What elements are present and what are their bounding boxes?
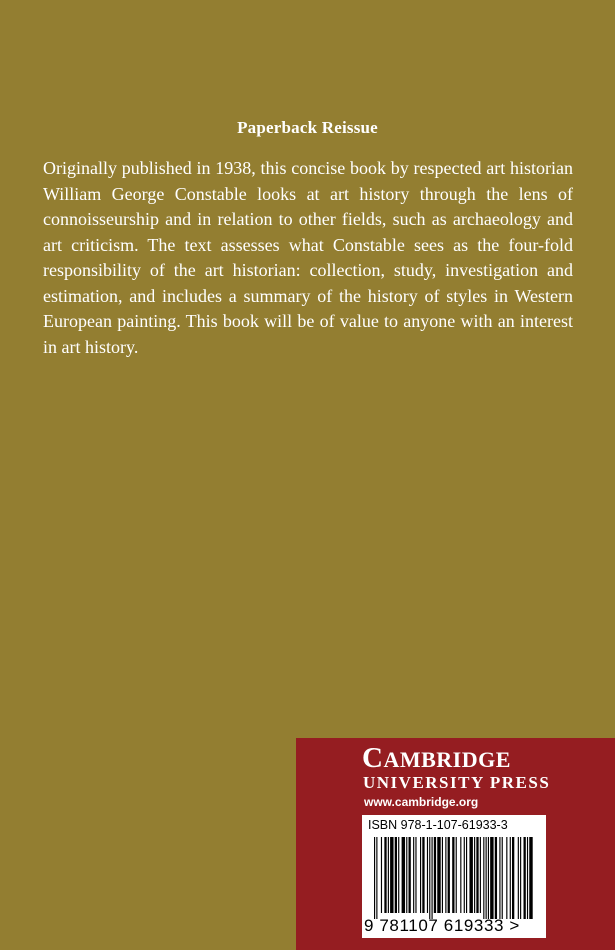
barcode-bar (460, 837, 461, 913)
book-description: Originally published in 1938, this concise book by respected art historian William George Constable looks at art history through the lens of connoisseurship and in relation to other fields, such as archaeology and art criticism. The text assesses what Constable sees as the four-fold responsibility of the art historian: collection, study, investigation and estimation, and includes a summary of the history of styles in Western European painting. This book will be of value to anyone with an interest in art history. (43, 158, 573, 357)
barcode-bar (474, 837, 475, 913)
barcode-bar (456, 837, 457, 913)
barcode-bar (524, 837, 526, 919)
publisher-logo-initial: C (362, 742, 384, 774)
barcode-bar (415, 837, 416, 913)
barcode-bar (395, 837, 397, 913)
barcode-digits: 9 781107 619333 > (364, 916, 520, 935)
barcode-box (362, 815, 546, 938)
barcode-icon (374, 837, 534, 919)
barcode-bar (413, 837, 414, 913)
barcode-bar (490, 837, 493, 919)
barcode-bar (480, 837, 481, 913)
barcode-bar (488, 837, 489, 919)
isbn-label: ISBN 978-1-107-61933-3 (368, 818, 508, 832)
barcode-bar (495, 837, 497, 919)
barcode-bar (381, 837, 382, 913)
barcode-bar (442, 837, 443, 913)
publisher-website: www.cambridge.org (364, 795, 479, 809)
section-heading: Paperback Reissue (237, 118, 378, 137)
publisher-logo-name (362, 744, 511, 773)
barcode-bar (527, 837, 528, 919)
barcode-bar (466, 837, 467, 913)
barcode-bar (420, 837, 421, 913)
barcode-bar (398, 837, 399, 913)
barcode-bar (406, 837, 407, 913)
barcode-bar (506, 837, 507, 919)
barcode-bar (429, 837, 430, 919)
barcode-bar (388, 837, 389, 913)
barcode-bar (390, 837, 393, 913)
barcode-bar (518, 837, 519, 919)
barcode-bar (434, 837, 436, 913)
barcode-bar (445, 837, 446, 913)
barcode-bar (422, 837, 424, 913)
barcode-bar (432, 837, 433, 919)
barcode-bar (529, 837, 532, 919)
barcode-bar (486, 837, 487, 919)
barcode-bar (476, 837, 478, 913)
barcode-bar (437, 837, 440, 913)
barcode-bar (384, 837, 386, 913)
barcode-bar (376, 837, 377, 919)
barcode-bar (464, 837, 465, 913)
barcode-bar (427, 837, 428, 913)
publisher-logo-rest: AMBRIDGE (383, 747, 511, 772)
barcode-bar (483, 837, 484, 919)
barcode-bar (374, 837, 375, 919)
barcode-bar (402, 837, 405, 913)
publisher-logo-subtitle: UNIVERSITY PRESS (363, 773, 551, 792)
barcode-bar (502, 837, 503, 919)
barcode-bar (469, 837, 472, 913)
barcode-bar (448, 837, 450, 913)
barcode-bar (409, 837, 411, 913)
barcode-bar (510, 837, 511, 919)
barcode-bar (520, 837, 521, 919)
publisher-panel (296, 738, 615, 950)
barcode-bar (452, 837, 454, 913)
barcode-bar (499, 837, 500, 919)
barcode-bar (512, 837, 514, 919)
